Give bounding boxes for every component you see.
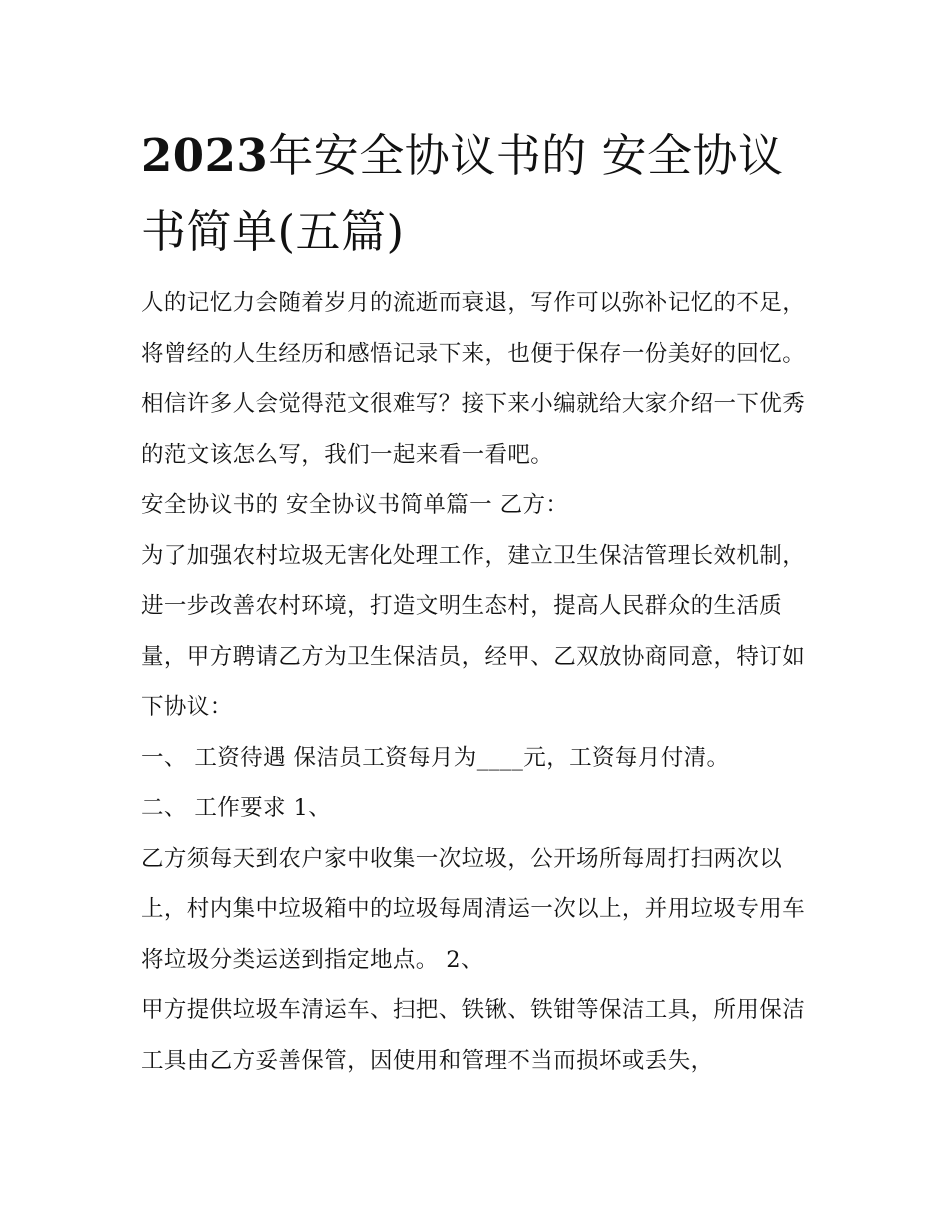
document-title <box>141 118 821 270</box>
title-year: 2023 <box>141 129 269 182</box>
intro-paragraph: 人的记忆力会随着岁月的流逝而衰退，写作可以弥补记忆的不足，将曾经的人生经历和感悟记录下来，也便于保存一份美好的回忆。相信许多人会觉得范文很难写？接下来小编就给大家介绍一下优秀的范文该怎么写，我们一起来看一看吧。 <box>141 290 806 468</box>
document-body <box>141 278 821 1086</box>
clause-salary: 一、 工资待遇 保洁员工资每月为____元，工资每月付清。 <box>141 744 730 771</box>
clause-requirement-1: 乙方须每天到农户家中收集一次垃圾，公开场所每周打扫两次以上，村内集中垃圾箱中的垃圾每周清运一次以上，并用垃圾专用车将垃圾分类运送到指定地点。 2、 <box>141 845 806 973</box>
section-heading: 安全协议书的 安全协议书简单篇一 乙方： <box>141 492 569 518</box>
clause-requirement-2: 甲方提供垃圾车清运车、扫把、铁锹、铁钳等保洁工具，所用保洁工具由乙方妥善保管，因使用和管理不当而损坏或丢失， <box>141 997 806 1074</box>
title-text: 年安全协议书的 安全协议书简单(五篇) <box>141 129 784 258</box>
clause-requirements-heading: 二、 工作要求 1、 <box>141 795 332 821</box>
agreement-preamble: 为了加强农村垃圾无害化处理工作，建立卫生保洁管理长效机制，进一步改善农村环境，打造文明生态村，提高人民群众的生活质量，甲方聘请乙方为卫生保洁员，经甲、乙双放协商同意，特订如下协议： <box>141 542 806 720</box>
